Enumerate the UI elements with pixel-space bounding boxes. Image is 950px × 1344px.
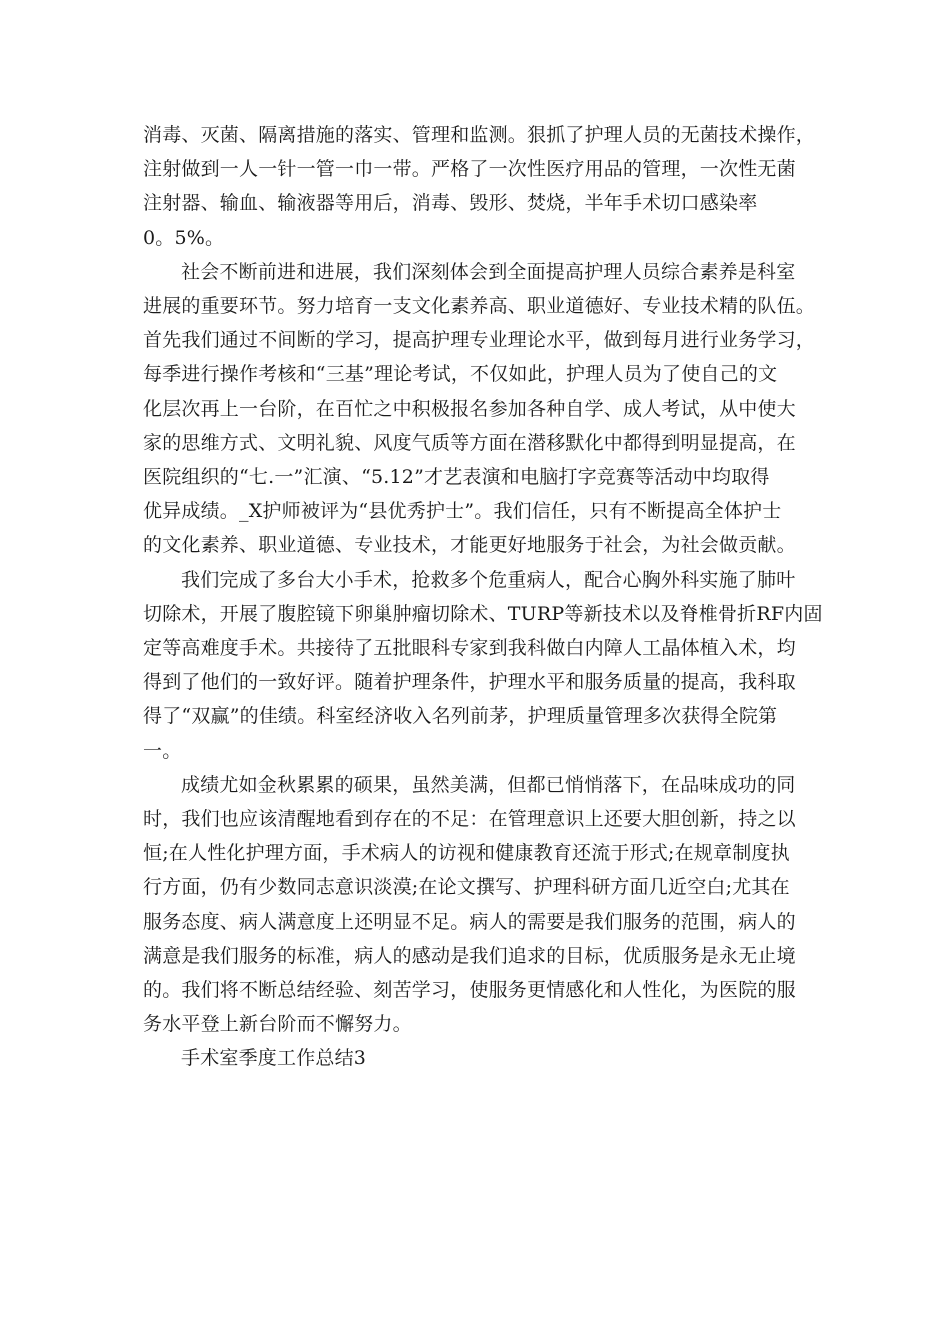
text-line: 行方面，仍有少数同志意识淡漠;在论文撰写、护理科研方面几近空白;尤其在: [143, 876, 790, 899]
text-line: 家的思维方式、文明礼貌、风度气质等方面在潜移默化中都得到明显提高，在: [143, 431, 796, 454]
text-line: 服务态度、病人满意度上还明显不足。病人的需要是我们服务的范围，病人的: [143, 910, 796, 933]
text-line: 定等高难度手术。共接待了五批眼科专家到我科做白内障人工晶体植入术，均: [143, 637, 796, 660]
text-line: 消毒、灭菌、隔离措施的落实、管理和监测。狠抓了护理人员的无菌技术操作，: [143, 124, 816, 146]
text-line: 0。5%。: [143, 226, 225, 249]
text-line: 切除术，开展了腹腔镜下卵巢肿瘤切除术、TURP等新技术以及脊椎骨折RF内固: [143, 602, 823, 625]
text-line: 满意是我们服务的标准，病人的感动是我们追求的目标，优质服务是永无止境: [143, 944, 796, 967]
paragraph-4: [143, 768, 811, 1042]
text-line: 每季进行操作考核和“三基”理论考试，不仅如此，护理人员为了使自己的文: [143, 363, 778, 386]
document-body: [143, 118, 823, 1076]
text-line: 时，我们也应该清醒地看到存在的不足：在管理意识上还要大胆创新，持之以: [143, 808, 796, 831]
text-line: 化层次再上一台阶，在百忙之中积极报名参加各种自学、成人考试，从中使大: [143, 397, 796, 420]
paragraph-1: [143, 118, 816, 255]
text-line: 社会不断前进和进展，我们深刻体会到全面提高护理人员综合素养是科室: [181, 260, 796, 283]
paragraph-3: [143, 563, 823, 768]
text-line: 成绩尤如金秋累累的硕果，虽然美满，但都已悄悄落下，在品味成功的同: [181, 773, 796, 796]
section-heading: [143, 1041, 811, 1075]
text-line: 注射做到一人一针一管一巾一带。严格了一次性医疗用品的管理，一次性无菌: [143, 158, 796, 181]
text-line: 手术室季度工作总结3: [181, 1047, 367, 1070]
text-line: 我们完成了多台大小手术，抢救多个危重病人，配合心胸外科实施了肺叶: [181, 568, 796, 591]
text-line: 的文化素养、职业道德、专业技术，才能更好地服务于社会，为社会做贡献。: [143, 534, 796, 557]
text-line: 一。: [143, 739, 182, 762]
text-line: 优异成绩。_X护师被评为“县优秀护士”。我们信任，只有不断提高全体护士: [143, 500, 782, 523]
text-line: 注射器、输血、输液器等用后，消毒、毁形、焚烧，半年手术切口感染率: [143, 192, 758, 215]
text-line: 首先我们通过不间断的学习，提高护理专业理论水平，做到每月进行业务学习，: [143, 329, 816, 352]
paragraph-2: [143, 255, 816, 563]
text-line: 得到了他们的一致好评。随着护理条件，护理水平和服务质量的提高，我科取: [143, 671, 796, 694]
text-line: 恒;在人性化护理方面，手术病人的访视和健康教育还流于形式;在规章制度执: [143, 842, 790, 865]
text-line: 医院组织的“七.一”汇演、“5.12”才艺表演和电脑打字竞赛等活动中均取得: [143, 466, 770, 489]
text-line: 进展的重要环节。努力培育一支文化素养高、职业道德好、专业技术精的队伍。: [143, 295, 816, 318]
text-line: 得了“双赢”的佳绩。科室经济收入名列前茅，护理质量管理多次获得全院第: [143, 705, 778, 728]
text-line: 务水平登上新台阶而不懈努力。: [143, 1013, 412, 1036]
text-line: 的。我们将不断总结经验、刻苦学习，使服务更情感化和人性化，为医院的服: [143, 979, 796, 1002]
